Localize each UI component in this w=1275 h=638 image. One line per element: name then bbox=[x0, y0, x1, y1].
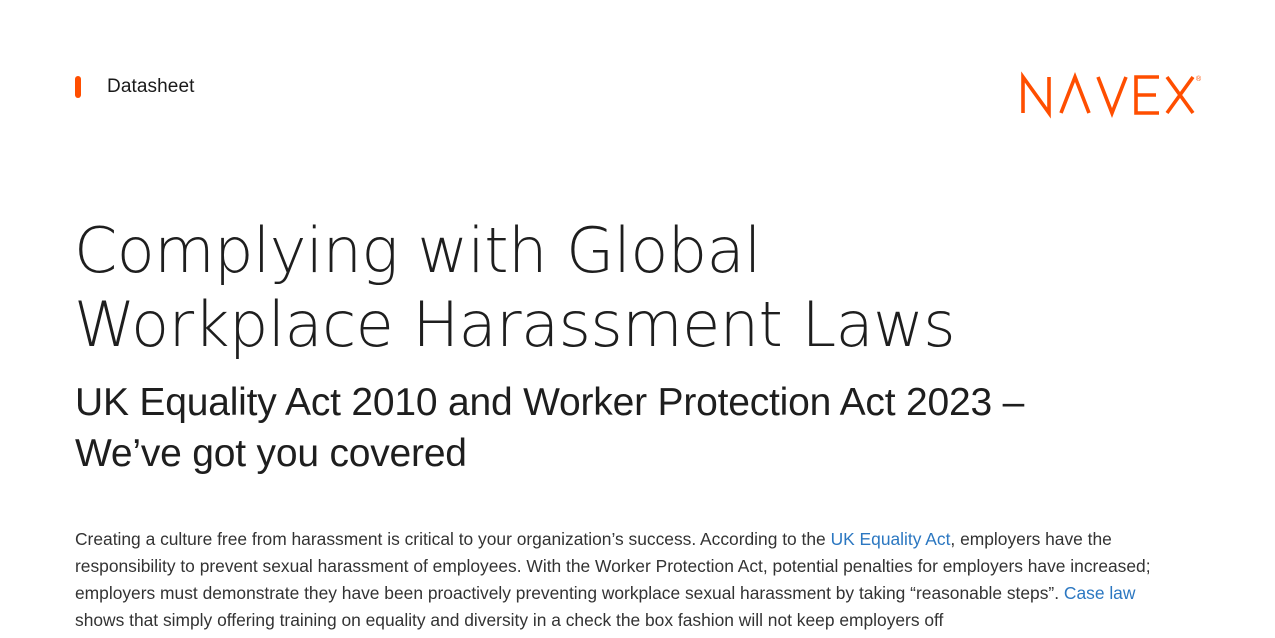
navex-logo bbox=[1020, 72, 1200, 116]
page-subtitle-line-1: UK Equality Act 2010 and Worker Protection Act 2023 – bbox=[75, 381, 1025, 424]
navex-logo-mark bbox=[1020, 72, 1200, 116]
page-header bbox=[75, 72, 1200, 116]
page-title bbox=[74, 214, 1074, 362]
document-type-label: Datasheet bbox=[107, 76, 195, 97]
intro-text-part-3: shows that simply offering training on equality and diversity in a check the box fashion will not keep employers off bbox=[75, 610, 944, 630]
uk-equality-act-link[interactable]: UK Equality Act bbox=[830, 529, 951, 549]
intro-text-part-2: , employers have the responsibility to prevent sexual harassment of employees. With the Worker Protection Act, potential penalties for employers have increased; employers must demonstrate they have been proactively preventing workplace sexual harassment by taking “reasonable steps”. bbox=[75, 529, 1151, 603]
intro-text-part-1: Creating a culture free from harassment is critical to your organization’s success. According to the bbox=[75, 529, 831, 549]
page-title-line-2: Workplace Harassment Laws bbox=[74, 288, 956, 361]
accent-bar bbox=[75, 76, 81, 98]
page-subtitle-line-2: We’ve got you covered bbox=[75, 432, 467, 475]
intro-paragraph bbox=[75, 526, 1185, 634]
page-title-line-1: Complying with Global bbox=[74, 214, 761, 287]
document-type-tag bbox=[75, 75, 195, 99]
case-law-link[interactable]: Case law bbox=[1063, 583, 1136, 603]
registered-mark: ® bbox=[1196, 76, 1202, 83]
page-subtitle bbox=[75, 377, 1135, 479]
